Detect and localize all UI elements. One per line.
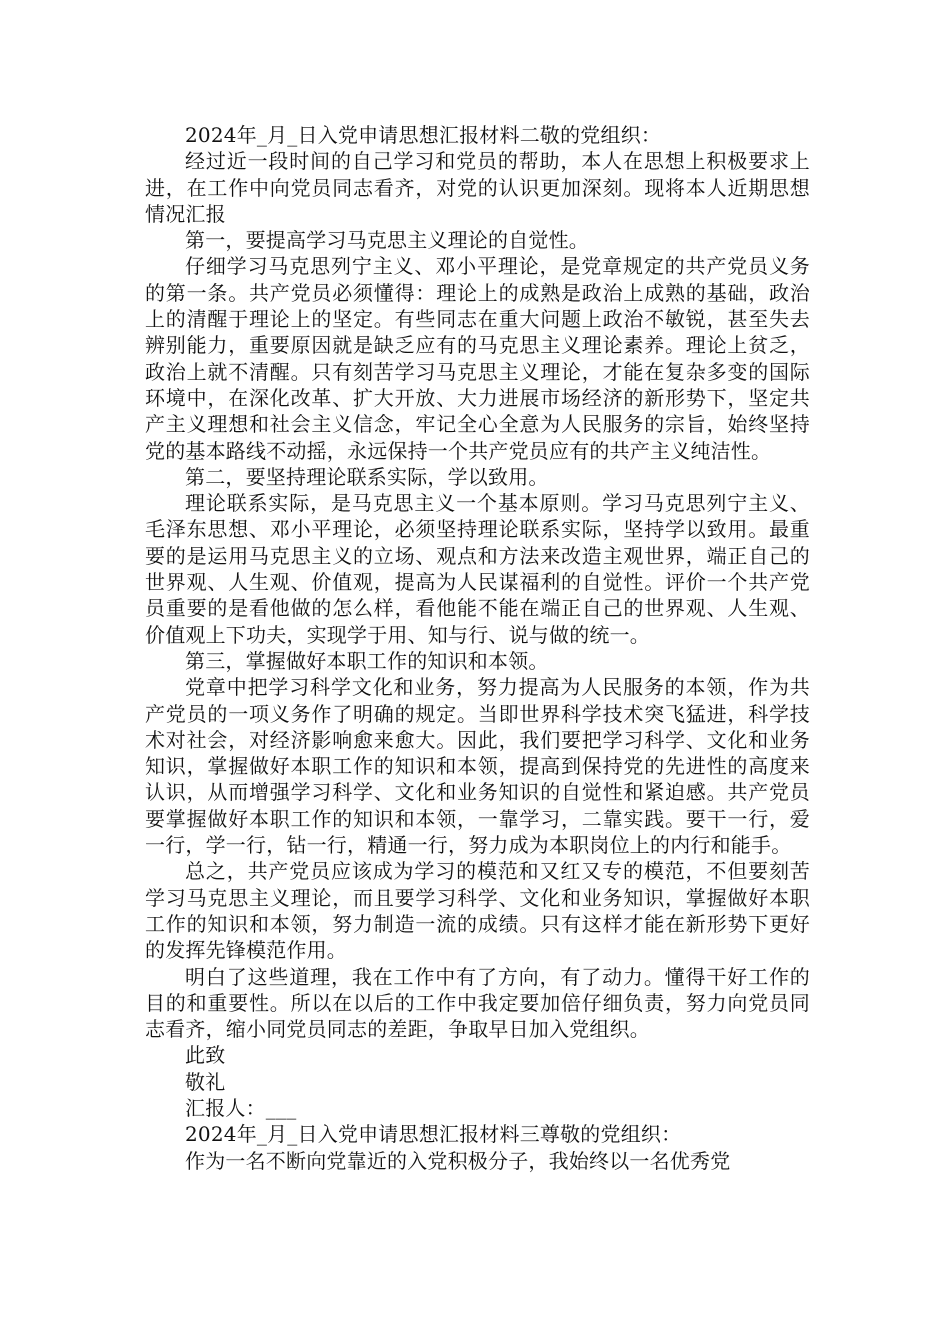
section-heading-1: 第一，要提高学习马克思主义理论的自觉性。 (185, 228, 589, 253)
paragraph-conclusion: 明白了这些道理，我在工作中有了方向，有了动力。懂得干好工作的目的和重要性。所以在以后的工作中我定要加倍仔细负责，努力向党员同志看齐，缩小同党员同志的差距，争取早日加入党组织。 (145, 964, 810, 1042)
document-body (145, 122, 810, 1174)
closing-jingli: 敬礼 (185, 1069, 226, 1094)
report-heading-2: 2024年_月_日入党申请思想汇报材料二敬的党组织： (185, 123, 662, 147)
paragraph-section-2: 理论联系实际，是马克思主义一个基本原则。学习马克思列宁主义、毛泽东思想、邓小平理论，必须坚持理论联系实际，坚持学以致用。最重要的是运用马克思主义的立场、观点和方法来改造主观世界，端正自己的世界观、人生观、价值观，提高为人民谋福利的自觉性。评价一个共产党员重要的是看他做的怎么样，看他能不能在端正自己的世界观、人生观、价值观上下功夫，实现学于用、知与行、说与做的统一。 (145, 491, 810, 647)
reporter-signature: 汇报人：___ (185, 1095, 297, 1120)
closing-cizhi: 此致 (185, 1043, 226, 1068)
paragraph-section-3: 党章中把学习科学文化和业务，努力提高为人民服务的本领，作为共产党员的一项义务作了明确的规定。当即世界科学技术突飞猛进，科学技术对社会，对经济影响愈来愈大。因此，我们要把学习科学、文化和业务知识，掌握做好本职工作的知识和本领，提高到保持党的先进性的高度来认识，从而增强学习科学、文化和业务知识的自觉性和紧迫感。共产党员要掌握做好本职工作的知识和本领，一靠学习，二靠实践。要干一行，爱一行，学一行，钻一行，精通一行，努力成为本职岗位上的内行和能手。 (145, 675, 810, 858)
section-heading-2: 第二，要坚持理论联系实际，学以致用。 (185, 464, 549, 489)
paragraph-summary: 总之，共产党员应该成为学习的模范和又红又专的模范，不但要刻苦学习马克思主义理论，而且要学习科学、文化和业务知识，掌握做好本职工作的知识和本领，努力制造一流的成绩。只有这样才能在新形势下更好的发挥先锋模范作用。 (145, 859, 810, 963)
section-heading-3: 第三，掌握做好本职工作的知识和本领。 (185, 648, 549, 673)
paragraph-report-3-start: 作为一名不断向党靠近的入党积极分子，我始终以一名优秀党 (185, 1148, 731, 1173)
report-heading-3: 2024年_月_日入党申请思想汇报材料三尊敬的党组织： (185, 1122, 682, 1147)
paragraph-intro: 经过近一段时间的自己学习和党员的帮助，本人在思想上积极要求上进，在工作中向党员同志看齐，对党的认识更加深刻。现将本人近期思想情况汇报 (145, 149, 810, 226)
paragraph-section-1: 仔细学习马克思列宁主义、邓小平理论，是党章规定的共产党员义务的第一条。共产党员必须懂得：理论上的成熟是政治上成熟的基础，政治上的清醒于理论上的坚定。有些同志在重大问题上政治不敏锐，甚至失去辨别能力，重要原因就是缺乏应有的马克思主义理论素养。理论上贫乏，政治上就不清醒。只有刻苦学习马克思主义理论，才能在复杂多变的国际环境中，在深化改革、扩大开放、大力进展市场经济的新形势下，坚定共产主义理想和社会主义信念，牢记全心全意为人民服务的宗旨，始终坚持党的基本路线不动摇，永远保持一个共产党员应有的共产主义纯洁性。 (145, 254, 810, 463)
